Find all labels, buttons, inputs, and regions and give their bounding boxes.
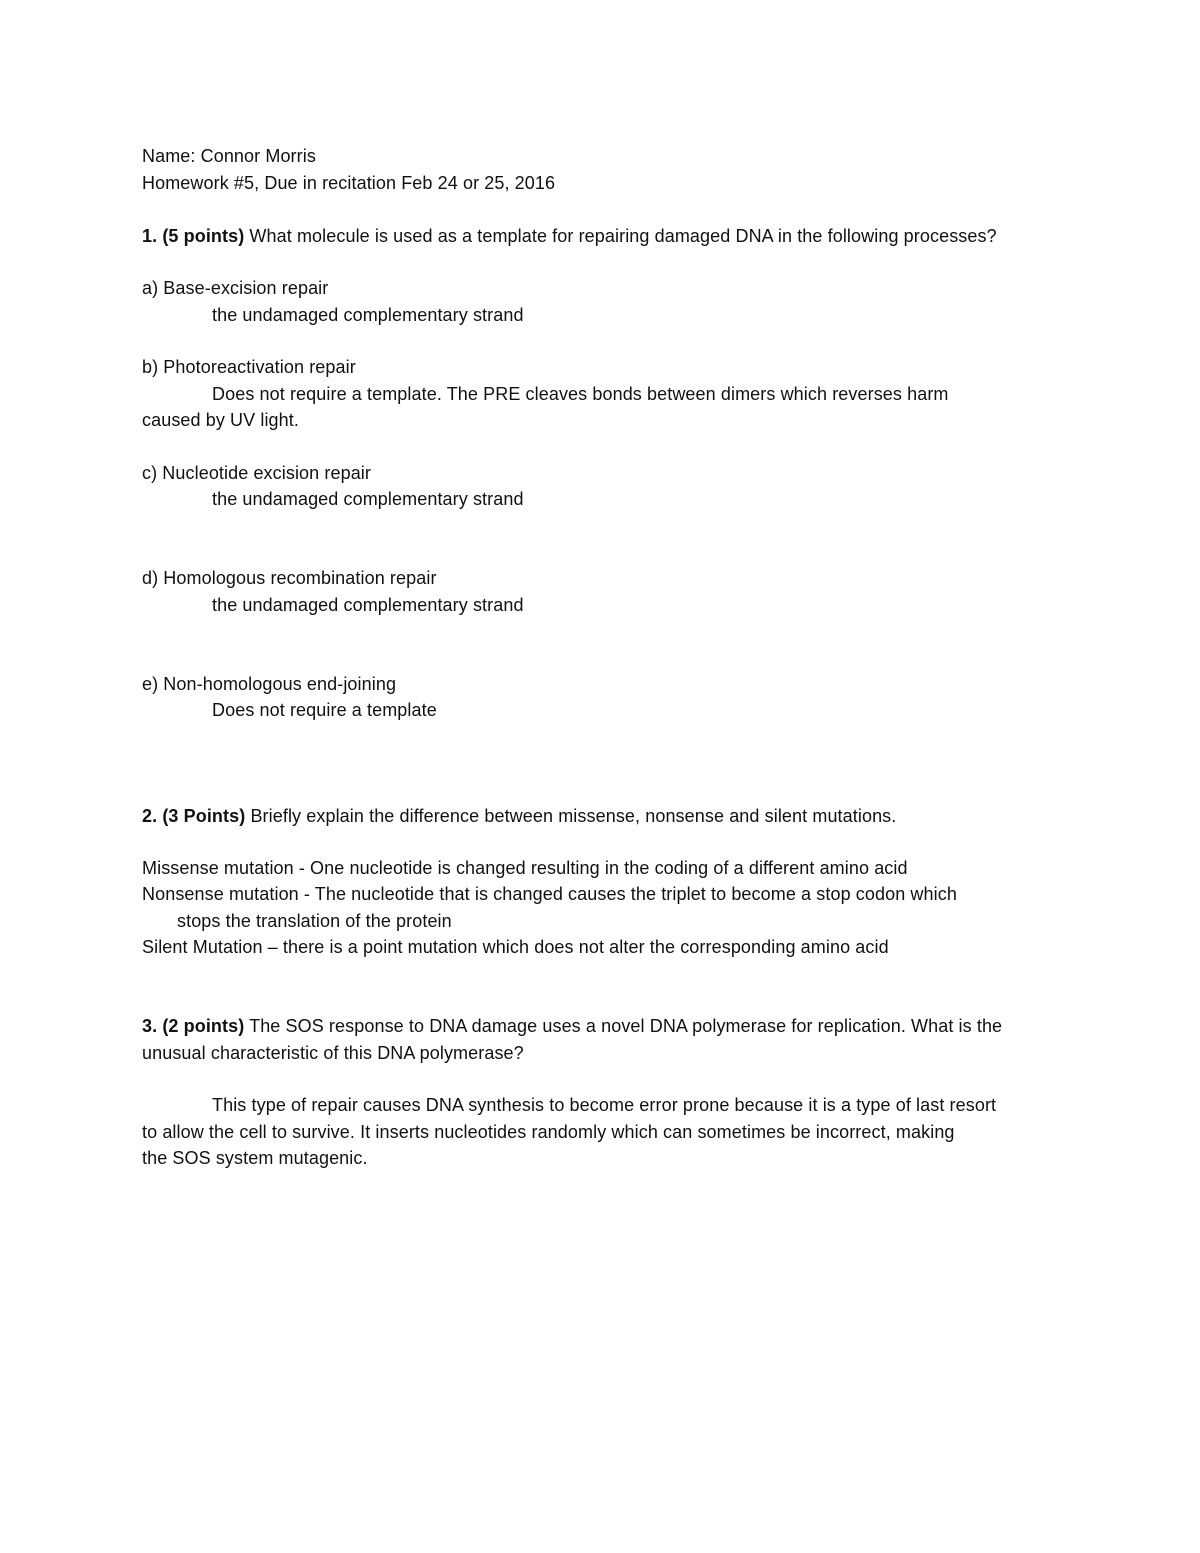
q1-part-a-label: a) Base-excision repair	[142, 278, 329, 298]
question-3-text: The SOS response to DNA damage uses a novel DNA polymerase for replication. What is the	[244, 1016, 1003, 1036]
question-3-number: 3.	[142, 1016, 158, 1036]
question-2-number: 2.	[142, 806, 158, 826]
q1-part-c-label: c) Nucleotide excision repair	[142, 463, 371, 483]
silent-answer: Silent Mutation – there is a point mutation which does not alter the corresponding amino acid	[142, 937, 889, 957]
question-2-text: Briefly explain the difference between missense, nonsense and silent mutations.	[245, 806, 897, 826]
student-name: Name: Connor Morris	[142, 146, 316, 166]
q1-part-a-answer: the undamaged complementary strand	[212, 305, 524, 325]
question-1-points: (5 points)	[162, 226, 245, 246]
q3-answer-line1: This type of repair causes DNA synthesis to become error prone because it is a type of last resort	[212, 1095, 997, 1115]
q1-part-c-answer: the undamaged complementary strand	[212, 489, 524, 509]
missense-answer: Missense mutation - One nucleotide is changed resulting in the coding of a different amino acid	[142, 858, 908, 878]
q1-part-d-label: d) Homologous recombination repair	[142, 568, 437, 588]
question-3-points: (2 points)	[162, 1016, 245, 1036]
question-1-text: What molecule is used as a template for repairing damaged DNA in the following processes?	[244, 226, 997, 246]
homework-title: Homework #5, Due in recitation Feb 24 or 25, 2016	[142, 173, 556, 193]
q1-part-e-answer: Does not require a template	[212, 700, 437, 720]
q1-part-b-answer-line2: caused by UV light.	[142, 410, 299, 430]
question-3-line2: unusual characteristic of this DNA polymerase?	[142, 1043, 524, 1063]
q1-part-d-answer: the undamaged complementary strand	[212, 595, 524, 615]
q1-part-e-label: e) Non-homologous end-joining	[142, 674, 397, 694]
q1-part-b-label: b) Photoreactivation repair	[142, 357, 356, 377]
question-3-line1	[142, 1014, 1002, 1038]
question-1	[142, 224, 997, 248]
q3-answer-line2: to allow the cell to survive. It inserts nucleotides randomly which can sometimes be incorrect, making	[142, 1122, 955, 1142]
q3-answer-line3: the SOS system mutagenic.	[142, 1148, 368, 1168]
nonsense-answer-line2: stops the translation of the protein	[177, 911, 452, 931]
question-2-points: (3 Points)	[162, 806, 246, 826]
q1-part-b-answer-line1: Does not require a template. The PRE cleaves bonds between dimers which reverses harm	[212, 384, 949, 404]
question-2	[142, 804, 896, 828]
nonsense-answer-line1: Nonsense mutation - The nucleotide that is changed causes the triplet to become a stop codon which	[142, 884, 957, 904]
question-1-number: 1.	[142, 226, 158, 246]
